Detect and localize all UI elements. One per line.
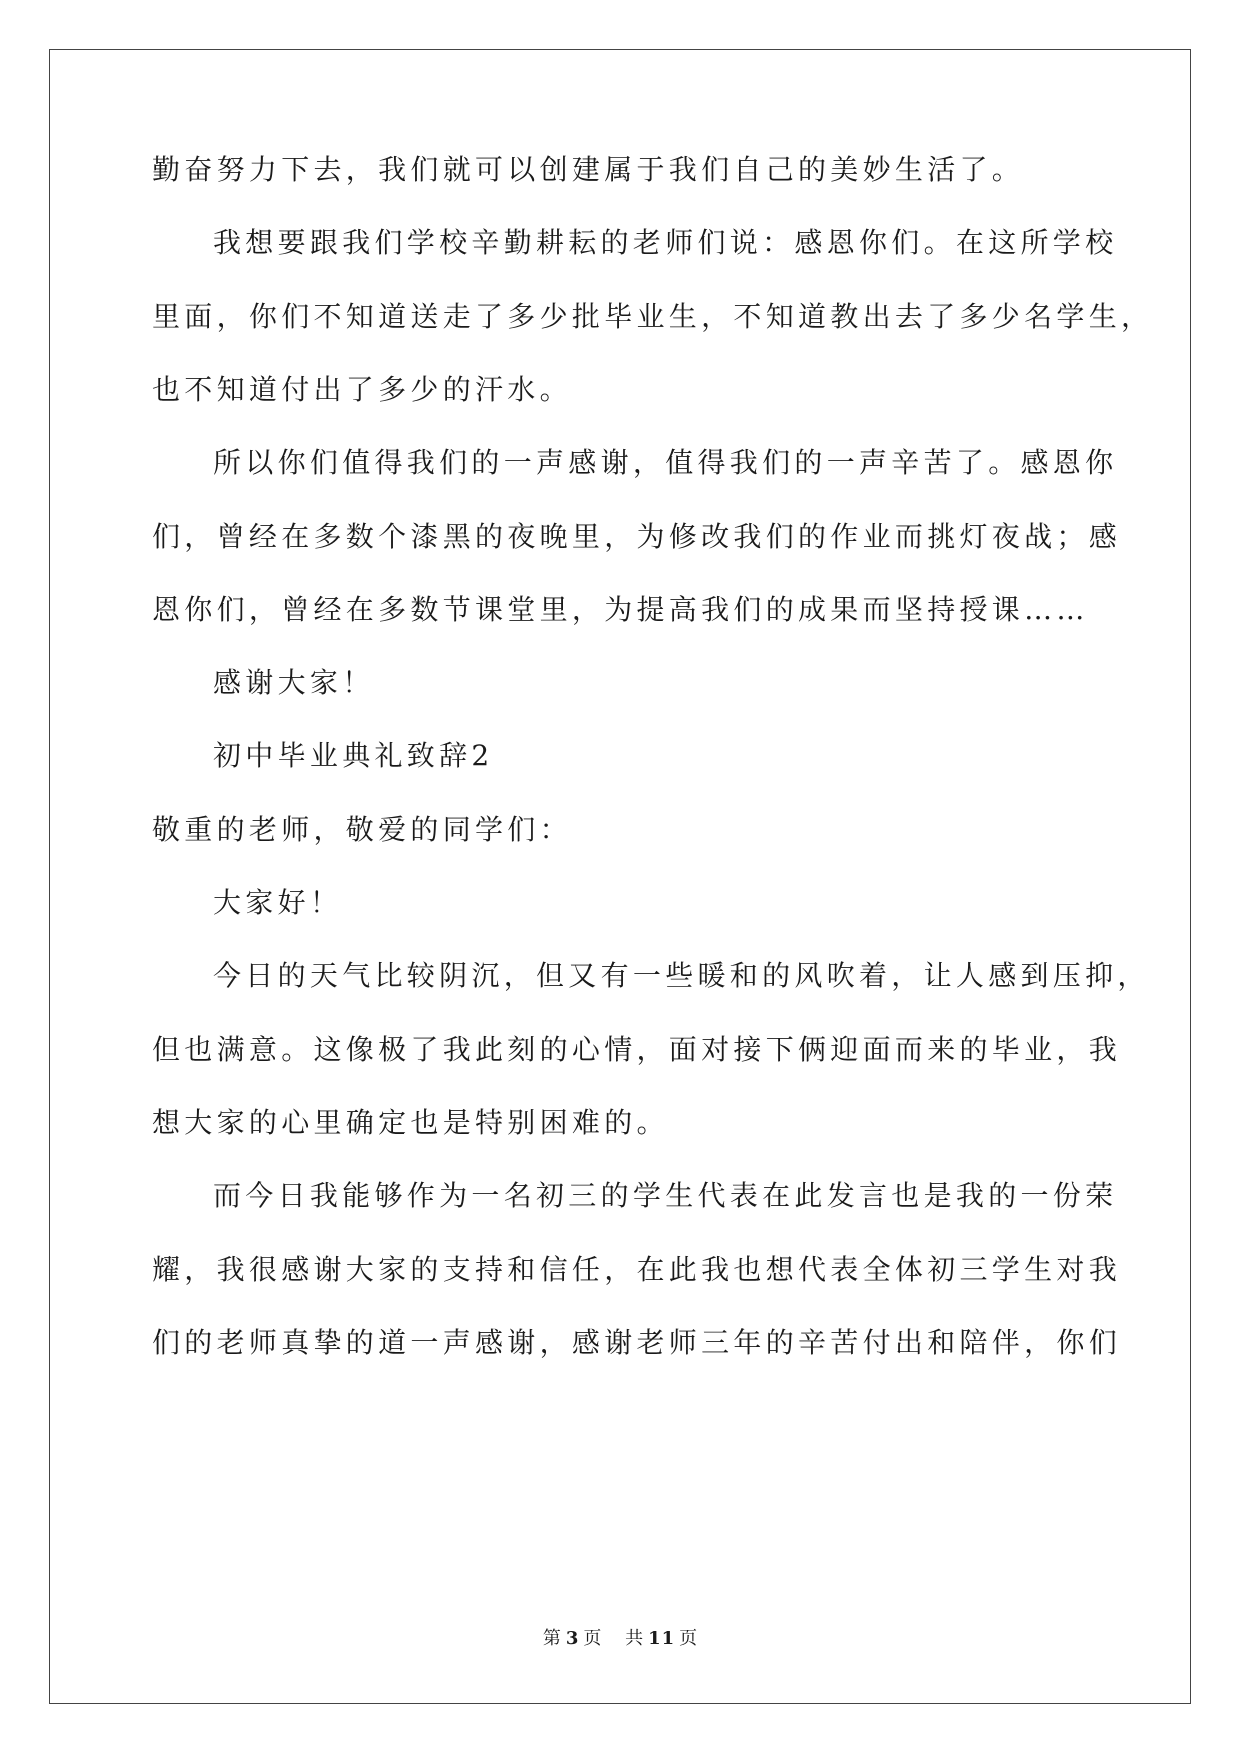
- text-line: 里面，你们不知道送走了多少批毕业生，不知道教出去了多少名学生，: [152, 299, 1154, 333]
- text-line: 们的老师真挚的道一声感谢，感谢老师三年的辛苦付出和陪伴，你们: [152, 1325, 1122, 1359]
- text-line: 所以你们值得我们的一声感谢，值得我们的一声辛苦了。感恩你: [213, 446, 1118, 480]
- page-prefix: 第: [542, 1628, 562, 1649]
- page-suffix: 页: [583, 1628, 603, 1649]
- total-pages: 11: [648, 1628, 676, 1649]
- text-line: 勤奋努力下去，我们就可以创建属于我们自己的美妙生活了。: [152, 153, 1025, 186]
- greeting: 大家好！: [213, 886, 343, 919]
- page-footer: [0, 1624, 1241, 1650]
- page-indicator: [539, 1628, 607, 1649]
- section-heading: 初中毕业典礼致辞2: [213, 739, 494, 773]
- text-line: 耀，我很感谢大家的支持和信任，在此我也想代表全体初三学生对我: [152, 1252, 1122, 1286]
- text-line: 也不知道付出了多少的汗水。: [152, 372, 572, 406]
- total-indicator: [621, 1628, 702, 1649]
- text-line: 恩你们，曾经在多数节课堂里，为提高我们的成果而坚持授课……: [152, 592, 1089, 626]
- text-line: 今日的天气比较阴沉，但又有一些暖和的风吹着，让人感到压抑，: [213, 959, 1150, 993]
- salutation: 敬重的老师，敬爱的同学们：: [152, 812, 572, 846]
- text-line: 而今日我能够作为一名初三的学生代表在此发言也是我的一份荣: [213, 1179, 1118, 1213]
- text-line: 想大家的心里确定也是特别困难的。: [152, 1105, 669, 1139]
- text-line: 我想要跟我们学校辛勤耕耘的老师们说：感恩你们。在这所学校: [213, 226, 1118, 260]
- text-line: 们，曾经在多数个漆黑的夜晚里，为修改我们的作业而挑灯夜战；感: [152, 519, 1122, 553]
- total-prefix: 共: [625, 1628, 645, 1649]
- text-line: 但也满意。这像极了我此刻的心情，面对接下俩迎面而来的毕业，我: [152, 1032, 1122, 1066]
- total-suffix: 页: [679, 1628, 699, 1649]
- page-number: 3: [565, 1628, 580, 1649]
- text-line: 感谢大家！: [213, 666, 375, 700]
